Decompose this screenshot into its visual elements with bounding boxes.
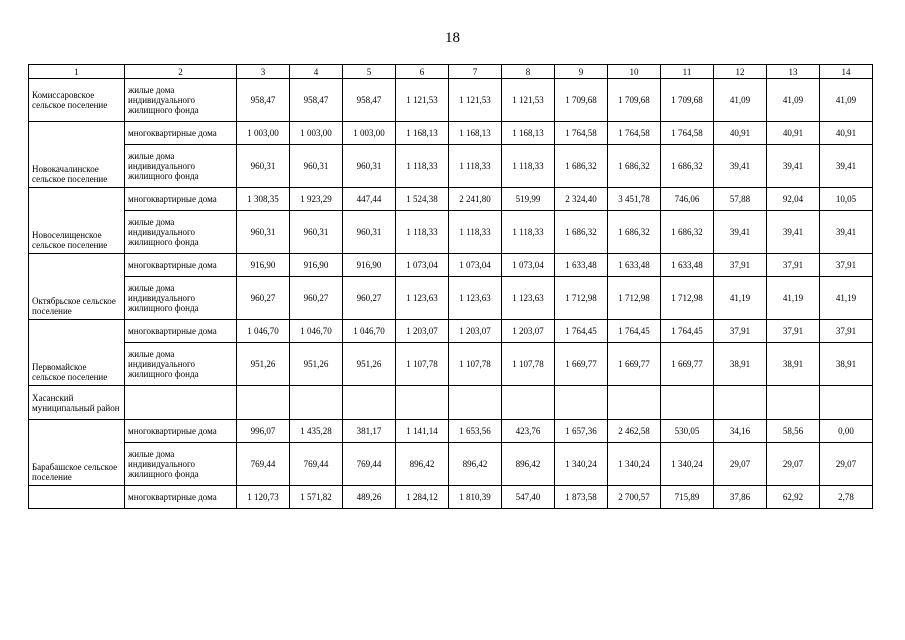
value-cell: 916,90 [343, 254, 396, 277]
value-cell: 1 107,78 [449, 343, 502, 386]
value-cell: 41,09 [820, 79, 873, 122]
value-cell: 29,07 [820, 443, 873, 486]
value-cell: 1 524,38 [396, 188, 449, 211]
value-cell: 960,27 [237, 277, 290, 320]
housing-type [125, 386, 237, 420]
table-row [29, 343, 873, 386]
housing-type: многоквартирные дома [125, 122, 237, 145]
value-cell: 1 340,24 [555, 443, 608, 486]
value-cell: 547,40 [502, 486, 555, 509]
value-cell: 40,91 [767, 122, 820, 145]
value-cell: 1 669,77 [661, 343, 714, 386]
column-header: 4 [290, 65, 343, 79]
value-cell: 2 462,58 [608, 420, 661, 443]
value-cell: 1 073,04 [396, 254, 449, 277]
value-cell: 769,44 [237, 443, 290, 486]
value-cell: 1 712,98 [608, 277, 661, 320]
table-row [29, 277, 873, 320]
table-row [29, 79, 873, 122]
value-cell: 1 308,35 [237, 188, 290, 211]
value-cell: 1 118,33 [502, 145, 555, 188]
value-cell: 896,42 [396, 443, 449, 486]
value-cell: 38,91 [820, 343, 873, 386]
value-cell: 769,44 [290, 443, 343, 486]
value-cell: 489,26 [343, 486, 396, 509]
value-cell: 1 633,48 [661, 254, 714, 277]
value-cell: 1 203,07 [449, 320, 502, 343]
settlement-name: Первомайское сельское поселение [29, 320, 125, 386]
value-cell: 1 123,63 [449, 277, 502, 320]
value-cell: 958,47 [237, 79, 290, 122]
housing-type: многоквартирные дома [125, 420, 237, 443]
value-cell: 519,99 [502, 188, 555, 211]
value-cell: 951,26 [237, 343, 290, 386]
value-cell: 38,91 [767, 343, 820, 386]
housing-type: жилые дома индивидуального жилищного фонда [125, 443, 237, 486]
value-cell: 1 118,33 [502, 211, 555, 254]
value-cell: 34,16 [714, 420, 767, 443]
value-cell: 41,19 [767, 277, 820, 320]
value-cell: 40,91 [714, 122, 767, 145]
settlement-name [29, 486, 125, 509]
value-cell: 530,05 [661, 420, 714, 443]
column-header: 6 [396, 65, 449, 79]
value-cell: 1 686,32 [555, 145, 608, 188]
value-cell: 41,19 [820, 277, 873, 320]
table-row [29, 320, 873, 343]
table-row [29, 420, 873, 443]
settlement-name: Октябрьское сельское поселение [29, 254, 125, 320]
value-cell: 896,42 [449, 443, 502, 486]
table-row [29, 443, 873, 486]
value-cell: 37,86 [714, 486, 767, 509]
value-cell [555, 386, 608, 420]
value-cell: 715,89 [661, 486, 714, 509]
column-header: 1 [29, 65, 125, 79]
column-header: 7 [449, 65, 502, 79]
housing-type: жилые дома индивидуального жилищного фонда [125, 343, 237, 386]
table-row [29, 122, 873, 145]
column-header: 5 [343, 65, 396, 79]
column-header: 2 [125, 65, 237, 79]
settlement-name: Комиссаровское сельское поселение [29, 79, 125, 122]
value-cell: 958,47 [343, 79, 396, 122]
value-cell: 1 073,04 [449, 254, 502, 277]
value-cell: 996,07 [237, 420, 290, 443]
value-cell: 1 168,13 [396, 122, 449, 145]
value-cell: 960,31 [290, 211, 343, 254]
value-cell: 37,91 [767, 320, 820, 343]
value-cell: 1 046,70 [343, 320, 396, 343]
column-header: 9 [555, 65, 608, 79]
value-cell: 39,41 [767, 145, 820, 188]
value-cell [396, 386, 449, 420]
value-cell: 960,31 [290, 145, 343, 188]
value-cell: 29,07 [767, 443, 820, 486]
value-cell: 1 340,24 [608, 443, 661, 486]
value-cell: 1 712,98 [661, 277, 714, 320]
value-cell: 37,91 [714, 320, 767, 343]
value-cell: 951,26 [290, 343, 343, 386]
value-cell: 960,31 [343, 211, 396, 254]
value-cell: 1 121,53 [449, 79, 502, 122]
value-cell: 1 712,98 [555, 277, 608, 320]
value-cell: 769,44 [343, 443, 396, 486]
value-cell [237, 386, 290, 420]
value-cell: 1 764,45 [661, 320, 714, 343]
value-cell [608, 386, 661, 420]
value-cell: 1 435,28 [290, 420, 343, 443]
table-row [29, 188, 873, 211]
value-cell: 381,17 [343, 420, 396, 443]
page-number: 18 [445, 30, 460, 46]
value-cell: 1 118,33 [396, 145, 449, 188]
value-cell: 41,09 [714, 79, 767, 122]
value-cell: 1 709,68 [661, 79, 714, 122]
value-cell: 916,90 [237, 254, 290, 277]
value-cell: 1 073,04 [502, 254, 555, 277]
column-header: 8 [502, 65, 555, 79]
value-cell: 1 653,56 [449, 420, 502, 443]
value-cell: 29,07 [714, 443, 767, 486]
value-cell: 1 340,24 [661, 443, 714, 486]
value-cell: 746,06 [661, 188, 714, 211]
housing-type: жилые дома индивидуального жилищного фонда [125, 145, 237, 188]
value-cell: 1 669,77 [555, 343, 608, 386]
value-cell: 1 686,32 [608, 211, 661, 254]
value-cell: 1 107,78 [396, 343, 449, 386]
value-cell: 960,31 [343, 145, 396, 188]
value-cell: 38,91 [714, 343, 767, 386]
value-cell: 1 709,68 [608, 79, 661, 122]
value-cell: 39,41 [714, 211, 767, 254]
value-cell [449, 386, 502, 420]
value-cell: 1 121,53 [396, 79, 449, 122]
value-cell: 1 203,07 [396, 320, 449, 343]
value-cell: 2 241,80 [449, 188, 502, 211]
value-cell: 37,91 [820, 254, 873, 277]
value-cell: 62,92 [767, 486, 820, 509]
value-cell: 1 123,63 [502, 277, 555, 320]
value-cell: 960,27 [343, 277, 396, 320]
value-cell: 1 669,77 [608, 343, 661, 386]
value-cell [343, 386, 396, 420]
value-cell: 41,19 [714, 277, 767, 320]
table-row [29, 254, 873, 277]
value-cell: 2,78 [820, 486, 873, 509]
column-header: 11 [661, 65, 714, 79]
value-cell [714, 386, 767, 420]
value-cell: 41,09 [767, 79, 820, 122]
value-cell: 2 324,40 [555, 188, 608, 211]
value-cell: 1 120,73 [237, 486, 290, 509]
value-cell: 447,44 [343, 188, 396, 211]
value-cell: 1 118,33 [449, 211, 502, 254]
value-cell: 1 118,33 [449, 145, 502, 188]
value-cell: 37,91 [714, 254, 767, 277]
housing-type: жилые дома индивидуального жилищного фонда [125, 79, 237, 122]
value-cell: 2 700,57 [608, 486, 661, 509]
table-row [29, 145, 873, 188]
value-cell: 1 284,12 [396, 486, 449, 509]
value-cell: 1 686,32 [661, 211, 714, 254]
value-cell: 1 118,33 [396, 211, 449, 254]
value-cell: 423,76 [502, 420, 555, 443]
value-cell: 960,31 [237, 211, 290, 254]
value-cell: 1 121,53 [502, 79, 555, 122]
settlement-name: Новоселищенское сельское поселение [29, 188, 125, 254]
value-cell: 1 571,82 [290, 486, 343, 509]
value-cell: 916,90 [290, 254, 343, 277]
value-cell: 37,91 [820, 320, 873, 343]
value-cell: 1 168,13 [502, 122, 555, 145]
value-cell: 1 686,32 [555, 211, 608, 254]
value-cell: 1 107,78 [502, 343, 555, 386]
table-header-row [29, 65, 873, 79]
value-cell: 1 003,00 [237, 122, 290, 145]
value-cell: 10,05 [820, 188, 873, 211]
column-header: 14 [820, 65, 873, 79]
housing-type: многоквартирные дома [125, 254, 237, 277]
column-header: 13 [767, 65, 820, 79]
value-cell: 1 203,07 [502, 320, 555, 343]
value-cell: 951,26 [343, 343, 396, 386]
value-cell: 1 141,14 [396, 420, 449, 443]
value-cell: 1 633,48 [555, 254, 608, 277]
column-header: 12 [714, 65, 767, 79]
value-cell: 1 764,58 [661, 122, 714, 145]
value-cell: 1 657,36 [555, 420, 608, 443]
value-cell: 1 764,58 [608, 122, 661, 145]
housing-type: многоквартирные дома [125, 486, 237, 509]
column-header: 3 [237, 65, 290, 79]
housing-type: жилые дома индивидуального жилищного фонда [125, 277, 237, 320]
value-cell: 39,41 [820, 211, 873, 254]
value-cell: 1 046,70 [290, 320, 343, 343]
value-cell: 1 709,68 [555, 79, 608, 122]
value-cell: 39,41 [714, 145, 767, 188]
value-cell: 1 633,48 [608, 254, 661, 277]
housing-type: жилые дома индивидуального жилищного фонда [125, 211, 237, 254]
value-cell: 39,41 [767, 211, 820, 254]
value-cell: 39,41 [820, 145, 873, 188]
housing-type: многоквартирные дома [125, 320, 237, 343]
value-cell: 1 764,45 [608, 320, 661, 343]
value-cell: 58,56 [767, 420, 820, 443]
value-cell: 1 686,32 [661, 145, 714, 188]
value-cell [502, 386, 555, 420]
value-cell: 1 764,45 [555, 320, 608, 343]
settlement-name: Новокачалинское сельское поселение [29, 122, 125, 188]
table-row [29, 211, 873, 254]
value-cell: 1 810,39 [449, 486, 502, 509]
value-cell [290, 386, 343, 420]
value-cell: 40,91 [820, 122, 873, 145]
tariff-table [28, 64, 873, 509]
value-cell: 0,00 [820, 420, 873, 443]
value-cell: 1 168,13 [449, 122, 502, 145]
value-cell: 960,27 [290, 277, 343, 320]
value-cell: 1 003,00 [290, 122, 343, 145]
value-cell: 57,88 [714, 188, 767, 211]
value-cell: 3 451,78 [608, 188, 661, 211]
value-cell [820, 386, 873, 420]
table-row [29, 486, 873, 509]
value-cell: 896,42 [502, 443, 555, 486]
value-cell: 958,47 [290, 79, 343, 122]
value-cell: 960,31 [237, 145, 290, 188]
table-row [29, 386, 873, 420]
value-cell: 1 123,63 [396, 277, 449, 320]
value-cell: 1 923,29 [290, 188, 343, 211]
value-cell: 1 873,58 [555, 486, 608, 509]
value-cell: 1 686,32 [608, 145, 661, 188]
column-header: 10 [608, 65, 661, 79]
value-cell: 1 764,58 [555, 122, 608, 145]
settlement-name: Барабашское сельское поселение [29, 420, 125, 486]
value-cell [767, 386, 820, 420]
settlement-name: Хасанский муниципальный район [29, 386, 125, 420]
value-cell [661, 386, 714, 420]
value-cell: 37,91 [767, 254, 820, 277]
value-cell: 1 046,70 [237, 320, 290, 343]
value-cell: 92,04 [767, 188, 820, 211]
value-cell: 1 003,00 [343, 122, 396, 145]
housing-type: многоквартирные дома [125, 188, 237, 211]
